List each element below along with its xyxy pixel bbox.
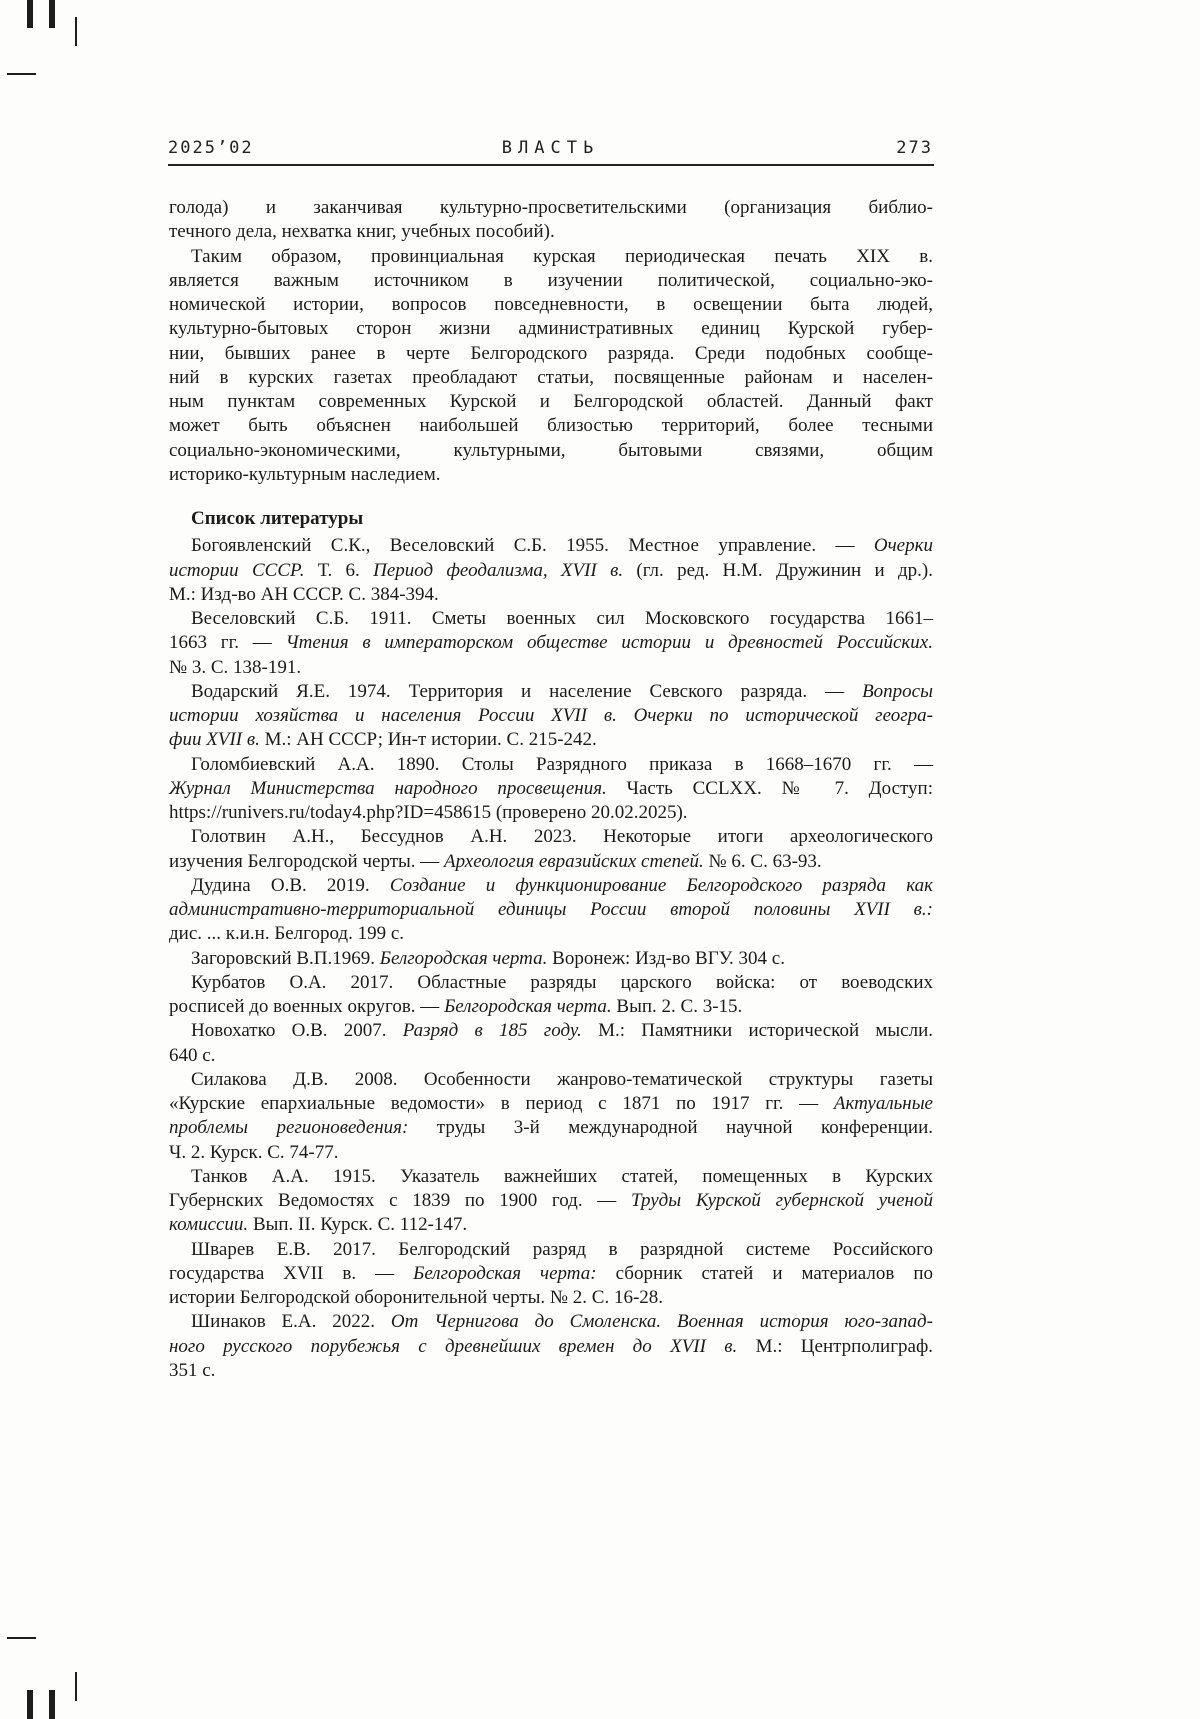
paragraph [169,245,933,488]
text-line [169,245,933,269]
text-line [169,1019,933,1043]
text-line [169,947,933,971]
italic-text-run: Вопросы [862,680,933,702]
text-run: ным пунктам современных Курской и Белгородской областей. Данный факт [169,391,933,412]
italic-text-run: ного русского порубежья с древнейших времен до XVII в. [169,1335,738,1357]
italic-text-run: проблемы регионоведения: [169,1117,409,1139]
italic-text-run: Чтения в императорском обществе истории и древностей Российских. [285,632,933,654]
italic-text-run: Журнал Министерства народного просвещения. [169,777,607,799]
text-run: Голотвин А.Н., Бессуднов А.Н. 2023. Некоторые итоги археологического [191,826,933,848]
text-run: Новохатко О.В. 2007. [191,1020,403,1042]
text-run: сборник статей и материалов по [596,1262,933,1284]
italic-text-run: Очерки [873,535,933,557]
text-run: М.: Изд-во АН СССР. С. 384-394. [169,583,439,605]
text-run: Богоявленский С.К., Веселовский С.Б. 1955. Местное управление. — [191,535,874,557]
header-rule [168,164,934,166]
text-run: Водарский Я.Е. 1974. Территория и население Севского разряда. — [191,680,863,702]
body-paragraphs [169,196,933,487]
text-line [169,583,933,607]
text-run: Воронеж: Изд-во ВГУ. 304 с. [547,947,785,969]
italic-text-run: Труды Курской губернской ученой [630,1190,933,1211]
italic-text-run: Белгородская черта: [413,1262,597,1284]
reference-entry [169,534,933,607]
italic-text-run: фии XVII в. [169,729,260,751]
text-run: нии, бывших ранее в черте Белгородского разряда. Среди подобных сообще- [169,342,933,364]
text-line [169,728,933,752]
text-line [169,971,933,995]
text-line [169,463,933,487]
reference-entry [169,607,933,680]
page-number: 273 [896,138,933,158]
text-run: № 6. С. 63-93. [703,850,822,872]
text-line [169,1286,933,1310]
text-run: М.: Центрполиграф. [737,1335,934,1357]
italic-text-run: Разряд в 185 году. [402,1020,582,1042]
italic-text-run: административно-территориальной единицы России второй половины XVII в.: [169,899,933,920]
text-line [169,196,933,220]
text-line [169,1092,933,1116]
text-run: Т. 6. [304,559,374,581]
crop-mark-top-left-vline [75,17,77,46]
text-run: дис. ... к.и.н. Белгород. 199 с. [169,923,405,945]
text-run: Губернских Ведомостях с 1839 по 1900 год. — [169,1190,631,1211]
italic-text-run: Период феодализма, XVII в. [373,559,624,581]
text-run: Таким образом, провинциальная курская периодическая печать XIX в. [191,245,933,267]
italic-text-run: истории СССР. [169,559,305,581]
crop-mark-bottom-left-bar-1 [27,1690,33,1719]
text-line [169,922,933,946]
text-line [169,220,933,244]
text-line [169,995,933,1019]
text-run: является важным источником в изучении политической, социально-эко- [169,269,933,291]
text-line [169,390,933,414]
crop-mark-top-left-hline [7,73,36,75]
text-run: голода) и заканчивая культурно-просветительскими (организация библио- [169,197,933,218]
text-run: истории Белгородской оборонительной черты. № 2. С. 16-28. [169,1287,664,1308]
text-line [169,1044,933,1068]
text-line [169,317,933,341]
reference-entry [169,1165,933,1238]
text-run: (гл. ред. Н.М. Дружинин и др.). [623,559,933,581]
reference-entry [169,825,933,874]
text-run: Дудина О.В. 2019. [191,874,390,896]
crop-mark-bottom-left-bar-2 [49,1690,55,1719]
italic-text-run: Белгородская черта. [379,947,548,969]
italic-text-run: Актуальные [833,1093,933,1114]
text-run: течного дела, нехватка книг, учебных пособий). [169,221,555,243]
text-run: 351 с. [169,1359,216,1381]
text-line [169,1359,933,1383]
text-line [169,534,933,558]
text-line [169,293,933,317]
text-run: Загоровский В.П.1969. [191,947,380,969]
text-line [169,850,933,874]
text-run: изучения Белгородской черты. — [169,850,445,872]
italic-text-run: Археология евразийских степей. [444,850,704,872]
text-run: культурно-бытовых сторон жизни административных единиц Курской губер- [169,318,933,340]
text-run: ний в курских газетах преобладают статьи, посвященные районам и населен- [169,366,933,388]
text-run: М.: АН СССР; Ин-т истории. С. 215-242. [259,729,597,751]
reference-entry [169,1310,933,1383]
text-line [169,631,933,655]
text-line [169,559,933,583]
text-line [169,656,933,680]
text-line [169,801,933,825]
reference-entry [169,874,933,947]
reference-entry [169,947,933,971]
article-content [169,196,933,1383]
text-run: Ч. 2. Курск. С. 74-77. [169,1141,339,1163]
references-heading: Список литературы [191,508,364,529]
text-line [169,1189,933,1213]
text-run: Вып. II. Курск. С. 112-147. [248,1214,468,1236]
text-line [169,1116,933,1140]
italic-text-run: От Чернигова до Смоленска. Военная история юго-запад- [390,1311,933,1333]
text-run: Шинаков Е.А. 2022. [191,1311,391,1333]
italic-text-run: Белгородская черта. [444,996,612,1017]
reference-entry [169,971,933,1020]
reference-entry [169,753,933,826]
crop-mark-bottom-left-vline [75,1672,77,1701]
text-line [169,607,933,631]
crop-mark-bottom-left-hline [7,1637,36,1639]
text-line [169,1165,933,1189]
text-line [169,753,933,777]
italic-text-run: Создание и функционирование Белгородского разряда как [389,874,933,896]
text-line [169,825,933,849]
journal-title: ВЛАСТЬ [501,138,600,158]
text-run: историко-культурным наследием. [169,463,441,485]
text-run: 640 с. [169,1044,216,1066]
page-header [168,138,933,162]
text-line [169,1213,933,1237]
text-run: https://runivers.ru/today4.php?ID=458615 (проверено 20.02.2025). [169,802,688,823]
text-line [169,777,933,801]
text-run: Вып. 2. С. 3-15. [611,996,743,1017]
text-run: Голомбиевский А.А. 1890. Столы Разрядного приказа в 1668–1670 гг. — [191,753,933,775]
text-line [169,704,933,728]
text-line [169,1310,933,1334]
text-run: социально-экономическими, культурными, бытовыми связями, общим [169,439,933,461]
text-run: Веселовский С.Б. 1911. Сметы военных сил Московского государства 1661– [191,608,933,629]
reference-entry [169,1238,933,1311]
reference-entry [169,1068,933,1165]
text-line [169,898,933,922]
text-line [169,1068,933,1092]
paragraph [169,196,933,245]
text-run: государства XVII в. — [169,1262,414,1284]
text-run: росписей до военных округов. — [169,996,445,1017]
text-line [169,1335,933,1359]
text-run: № 3. С. 138-191. [169,656,302,678]
text-run: номической истории, вопросов повседневности, в освещении быта людей, [169,294,933,315]
text-run: может быть объяснен наибольшей близостью территорий, более тесными [169,415,933,437]
text-line [169,414,933,438]
text-run: труды 3-й международной научной конференции. [408,1117,933,1139]
text-run: Танков А.А. 1915. Указатель важнейших статей, помещенных в Курских [191,1165,933,1187]
reference-entry [169,680,933,753]
references-list [169,534,933,1383]
text-line [169,366,933,390]
reference-entry [169,1019,933,1068]
text-line [169,439,933,463]
text-line [169,1238,933,1262]
text-run: М.: Памятники исторической мысли. [581,1020,934,1042]
text-line [169,1262,933,1286]
text-run: 1663 гг. — [169,632,286,654]
text-line [169,269,933,293]
text-run: Силакова Д.В. 2008. Особенности жанрово-тематической структуры газеты [191,1068,933,1090]
crop-mark-top-left-bar-1 [27,0,33,28]
text-run: Шварев Е.В. 2017. Белгородский разряд в разрядной системе Российского [191,1238,933,1260]
crop-mark-top-left-bar-2 [49,0,55,28]
italic-text-run: истории хозяйства и населения России XVII в. Очерки по исторической геогра- [169,705,933,726]
text-run: Курбатов О.А. 2017. Областные разряды царского войска: от воеводских [191,971,933,993]
text-run: Часть CCLXX. № 7. Доступ: [606,777,934,799]
text-line [169,1141,933,1165]
text-line [169,680,933,704]
issue-label: 2025’02 [168,138,254,158]
text-run: «Курские епархиальные ведомости» в период с 1871 по 1917 гг. — [169,1093,834,1114]
text-line [169,342,933,366]
text-line [169,874,933,898]
italic-text-run: комиссии. [169,1214,249,1236]
